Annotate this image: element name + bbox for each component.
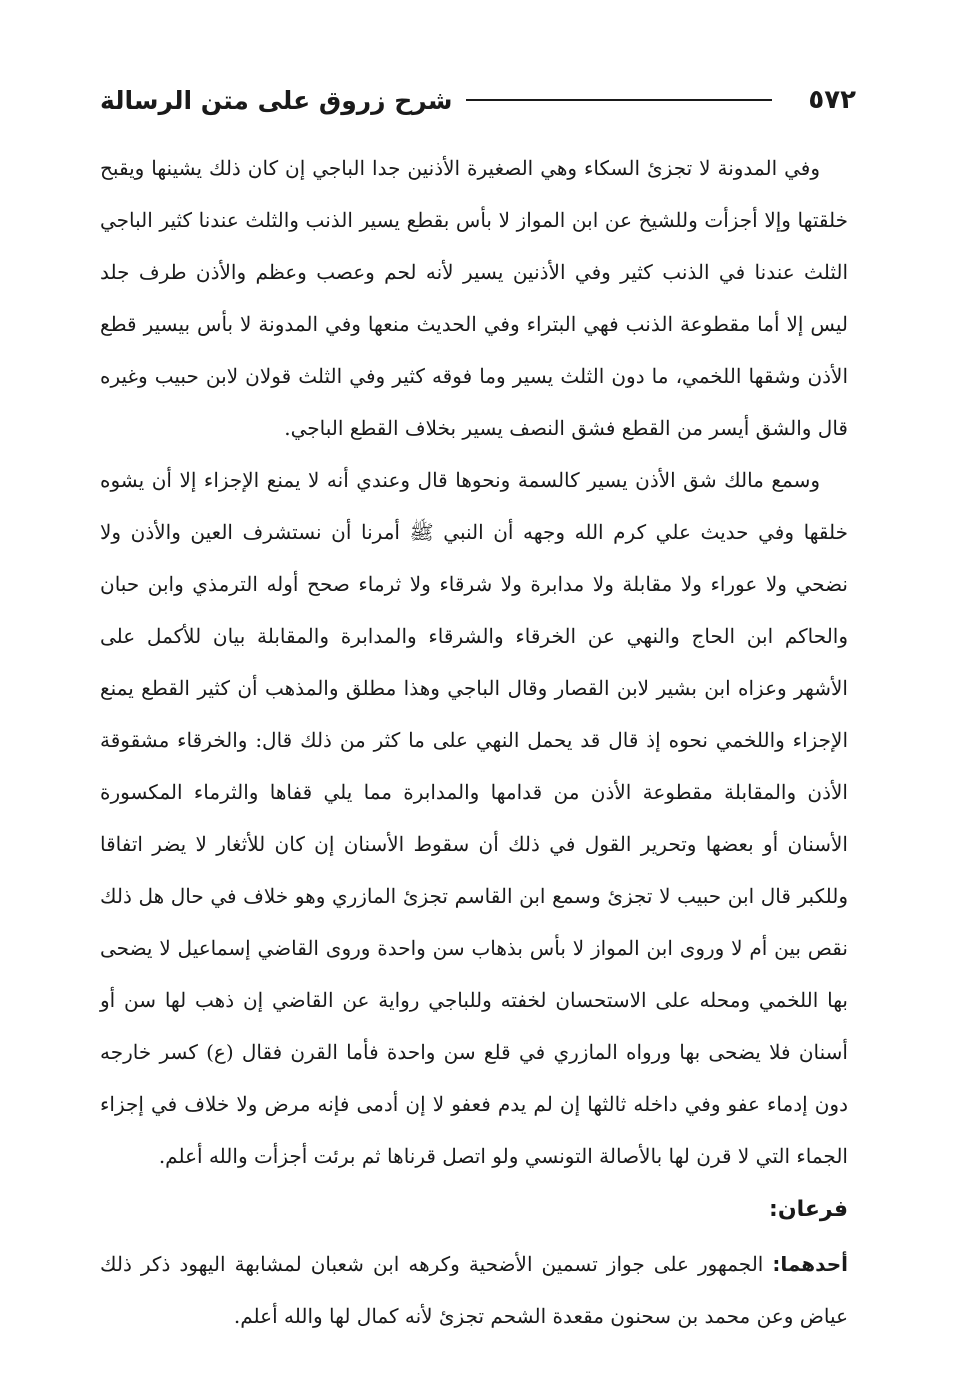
running-title: شرح زروق على متن الرسالة <box>100 85 453 115</box>
page-header <box>100 80 856 120</box>
branch-lead-term: أحدهما: <box>772 1252 848 1276</box>
section-heading: فرعان: <box>769 1197 848 1222</box>
paragraph: وسمع مالك شق الأذن يسير كالسمة ونحوها قال وعندي أنه لا يمنع الإجزاء إلا أن يشوه خلقها وفي حديث علي كرم الله وجهه أن النبي ﷺ أمرنا أن نستشرف العين والأذن ولا نضحي ولا عوراء ولا مقابلة ولا مدابرة ولا شرقاء ولا ثرماء صحح أوله الترمذي وابن حبان والحاكم ابن الحاج والنهي عن الخرقاء والشرقاء والمدابرة والمقابلة بيان للأكمل على الأشهر وعزاه ابن بشير لابن القصار وقال الباجي وهذا مطلق والمذهب أن كثير القطع يمنع الإجزاء واللخمي نحوه إذ قال قد يحمل النهي على ما كثر من ذلك قال: والخرقاء مشقوقة الأذن والمقابلة مقطوعة الأذن من قدامها والمدابرة مما يلي قفاها والثرماء المكسورة الأسنان أو بعضها وتحرير القول في ذلك أن سقوط الأسنان إن كان للأثغار لا يضر اتفاقا وللكبر قال ابن حبيب لا تجزئ وسمع ابن القاسم تجزئ المازري وهو خلاف في حال هل ذلك نقص بين أم لا وروى ابن المواز لا بأس بذهاب سن واحدة وروى القاضي إسماعيل لا يضحى بها اللخمي ومحله على الاستحسان لخفته وللباجي رواية عن القاضي إن ذهب لها سن أو أسنان فلا يضحى بها ورواه المازري في قلع سن واحدة فأما القرن فقال (ع) كسر خارجه دون إدماء عفو وفي داخله ثالثها إن لم يدم فعفو لا إن أدمى فإنه مرض ولا خلاف في إجزاء الجماء التي لا قرن لها بالأصالة التونسي ولو اتصل قرناها ثم برئت أجزأت والله أعلم. <box>100 468 848 1168</box>
branch-text: الجمهور على جواز تسمين الأضحية وكرهه ابن شعبان لمشابهة اليهود ذكر ذلك عياض وعن محمد بن سحنون مقعدة الشحم تجزئ لأنه كمال لها والله أعلم. <box>100 1252 848 1328</box>
header-rule <box>466 99 772 101</box>
page-number: ٥٧٢ <box>808 85 856 115</box>
branch-paragraph <box>100 1238 848 1342</box>
paragraph: وفي المدونة لا تجزئ السكاء وهي الصغيرة الأذنين جدا الباجي إن كان ذلك يشينها ويقبح خلقتها وإلا أجزأت وللشيخ عن ابن المواز لا بأس بقطع يسير الذنب والثلث عندنا كثير الباجي الثلث عندنا في الذنب كثير وفي الأذنين يسير لأنه لحم وعصب وعظم والأذن طرف جلد ليس إلا أما مقطوعة الذنب فهي البتراء وفي الحديث منعها وفي المدونة لا بأس بيسير قطع الأذن وشقها اللخمي، ما دون الثلث يسير وما فوقه كثير وفي الثلث قولان لابن حبيب وغيره قال والشق أيسر من القطع فشق النصف يسير بخلاف القطع الباجي. <box>100 156 849 440</box>
body-text <box>100 142 848 1342</box>
